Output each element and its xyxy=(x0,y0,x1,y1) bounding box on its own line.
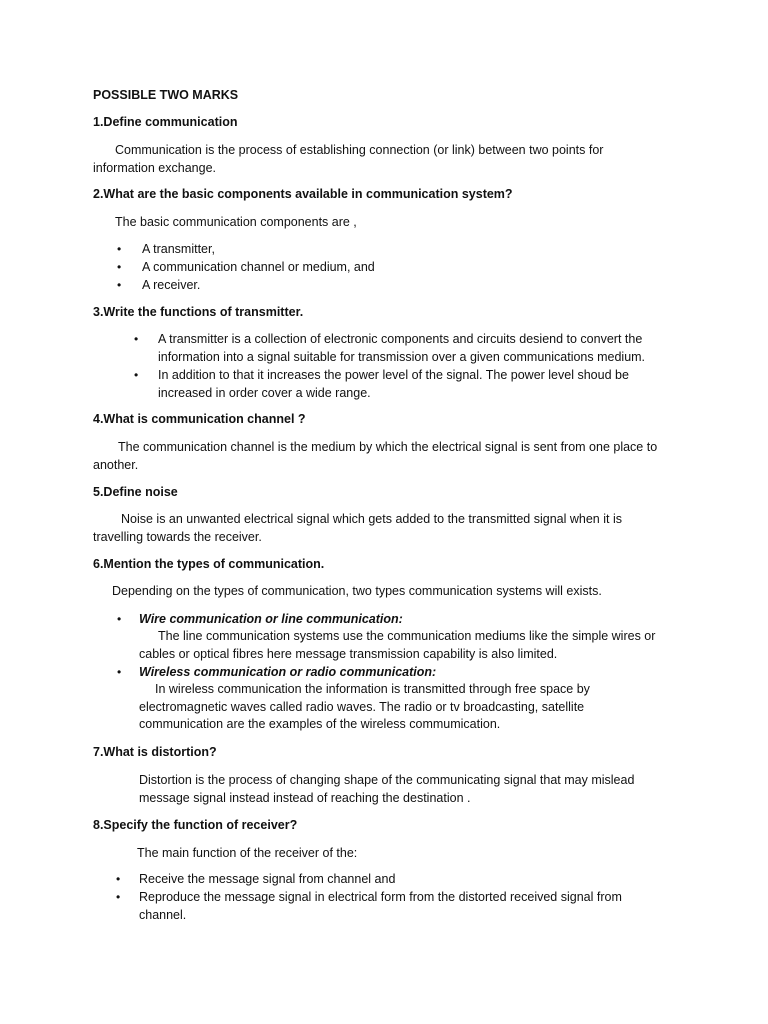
bullet-icon: • xyxy=(134,368,139,382)
q2-item-2: A communication channel or medium, and xyxy=(142,260,375,274)
q5-heading: 5.Define noise xyxy=(93,485,178,499)
q6-type-1-title: Wire communication or line communication: xyxy=(139,612,403,626)
q5-answer: Noise is an unwanted electrical signal which gets added to the transmitted signal when it is travelling towards the receiver. xyxy=(93,512,622,544)
q3-item-2: In addition to that it increases the power level of the signal. The power level shoud be increased in order cover a wide range. xyxy=(158,368,629,400)
q2-heading: 2.What are the basic components available in communication system? xyxy=(93,187,513,201)
bullet-icon: • xyxy=(116,872,121,886)
q6-type-2-text: In wireless communication the information is transmitted through free space by electromagnetic waves called radio waves. The radio or tv broadcasting, satellite communication are the examples of the wireless commumication. xyxy=(139,682,590,732)
q1-answer: Communication is the process of establishing connection (or link) between two points for information exchange. xyxy=(93,143,604,175)
q6-type-1-text: The line communication systems use the communication mediums like the simple wires or cables or optical fibres here message transmission capability is also limited. xyxy=(139,629,656,661)
q8-item-2: Reproduce the message signal in electrical form from the distorted received signal from channel. xyxy=(139,890,622,922)
q3-item-1: A transmitter is a collection of electronic components and circuits desiend to convert the information into a signal suitable for transmission over a given communications medium. xyxy=(158,332,646,364)
q7-answer: Distortion is the process of changing shape of the communicating signal that may mislead message signal instead instead of reaching the destination . xyxy=(139,773,635,805)
q6-type-2-title: Wireless communication or radio communication: xyxy=(139,665,437,679)
q3-heading: 3.Write the functions of transmitter. xyxy=(93,305,304,319)
bullet-icon: • xyxy=(117,278,122,292)
bullet-icon: • xyxy=(134,332,139,346)
bullet-icon: • xyxy=(117,260,122,274)
q7-heading: 7.What is distortion? xyxy=(93,745,217,759)
bullet-icon: • xyxy=(117,242,122,256)
bullet-icon: • xyxy=(117,665,122,679)
q4-answer: The communication channel is the medium by which the electrical signal is sent from one place to another. xyxy=(93,440,658,472)
q6-heading: 6.Mention the types of communication. xyxy=(93,557,325,571)
q4-heading: 4.What is communication channel ? xyxy=(93,412,306,426)
q1-heading: 1.Define communication xyxy=(93,115,238,129)
bullet-icon: • xyxy=(117,612,122,626)
q2-item-1: A transmitter, xyxy=(142,242,215,256)
bullet-icon: • xyxy=(116,890,121,904)
page-title: POSSIBLE TWO MARKS xyxy=(93,88,239,102)
q2-item-3: A receiver. xyxy=(142,278,201,292)
q8-heading: 8.Specify the function of receiver? xyxy=(93,818,298,832)
q8-item-1: Receive the message signal from channel and xyxy=(139,872,396,886)
q6-intro: Depending on the types of communication, two types communication systems will exists. xyxy=(112,584,602,598)
q8-intro: The main function of the receiver of the: xyxy=(137,846,358,860)
q2-intro: The basic communication components are , xyxy=(115,215,357,229)
